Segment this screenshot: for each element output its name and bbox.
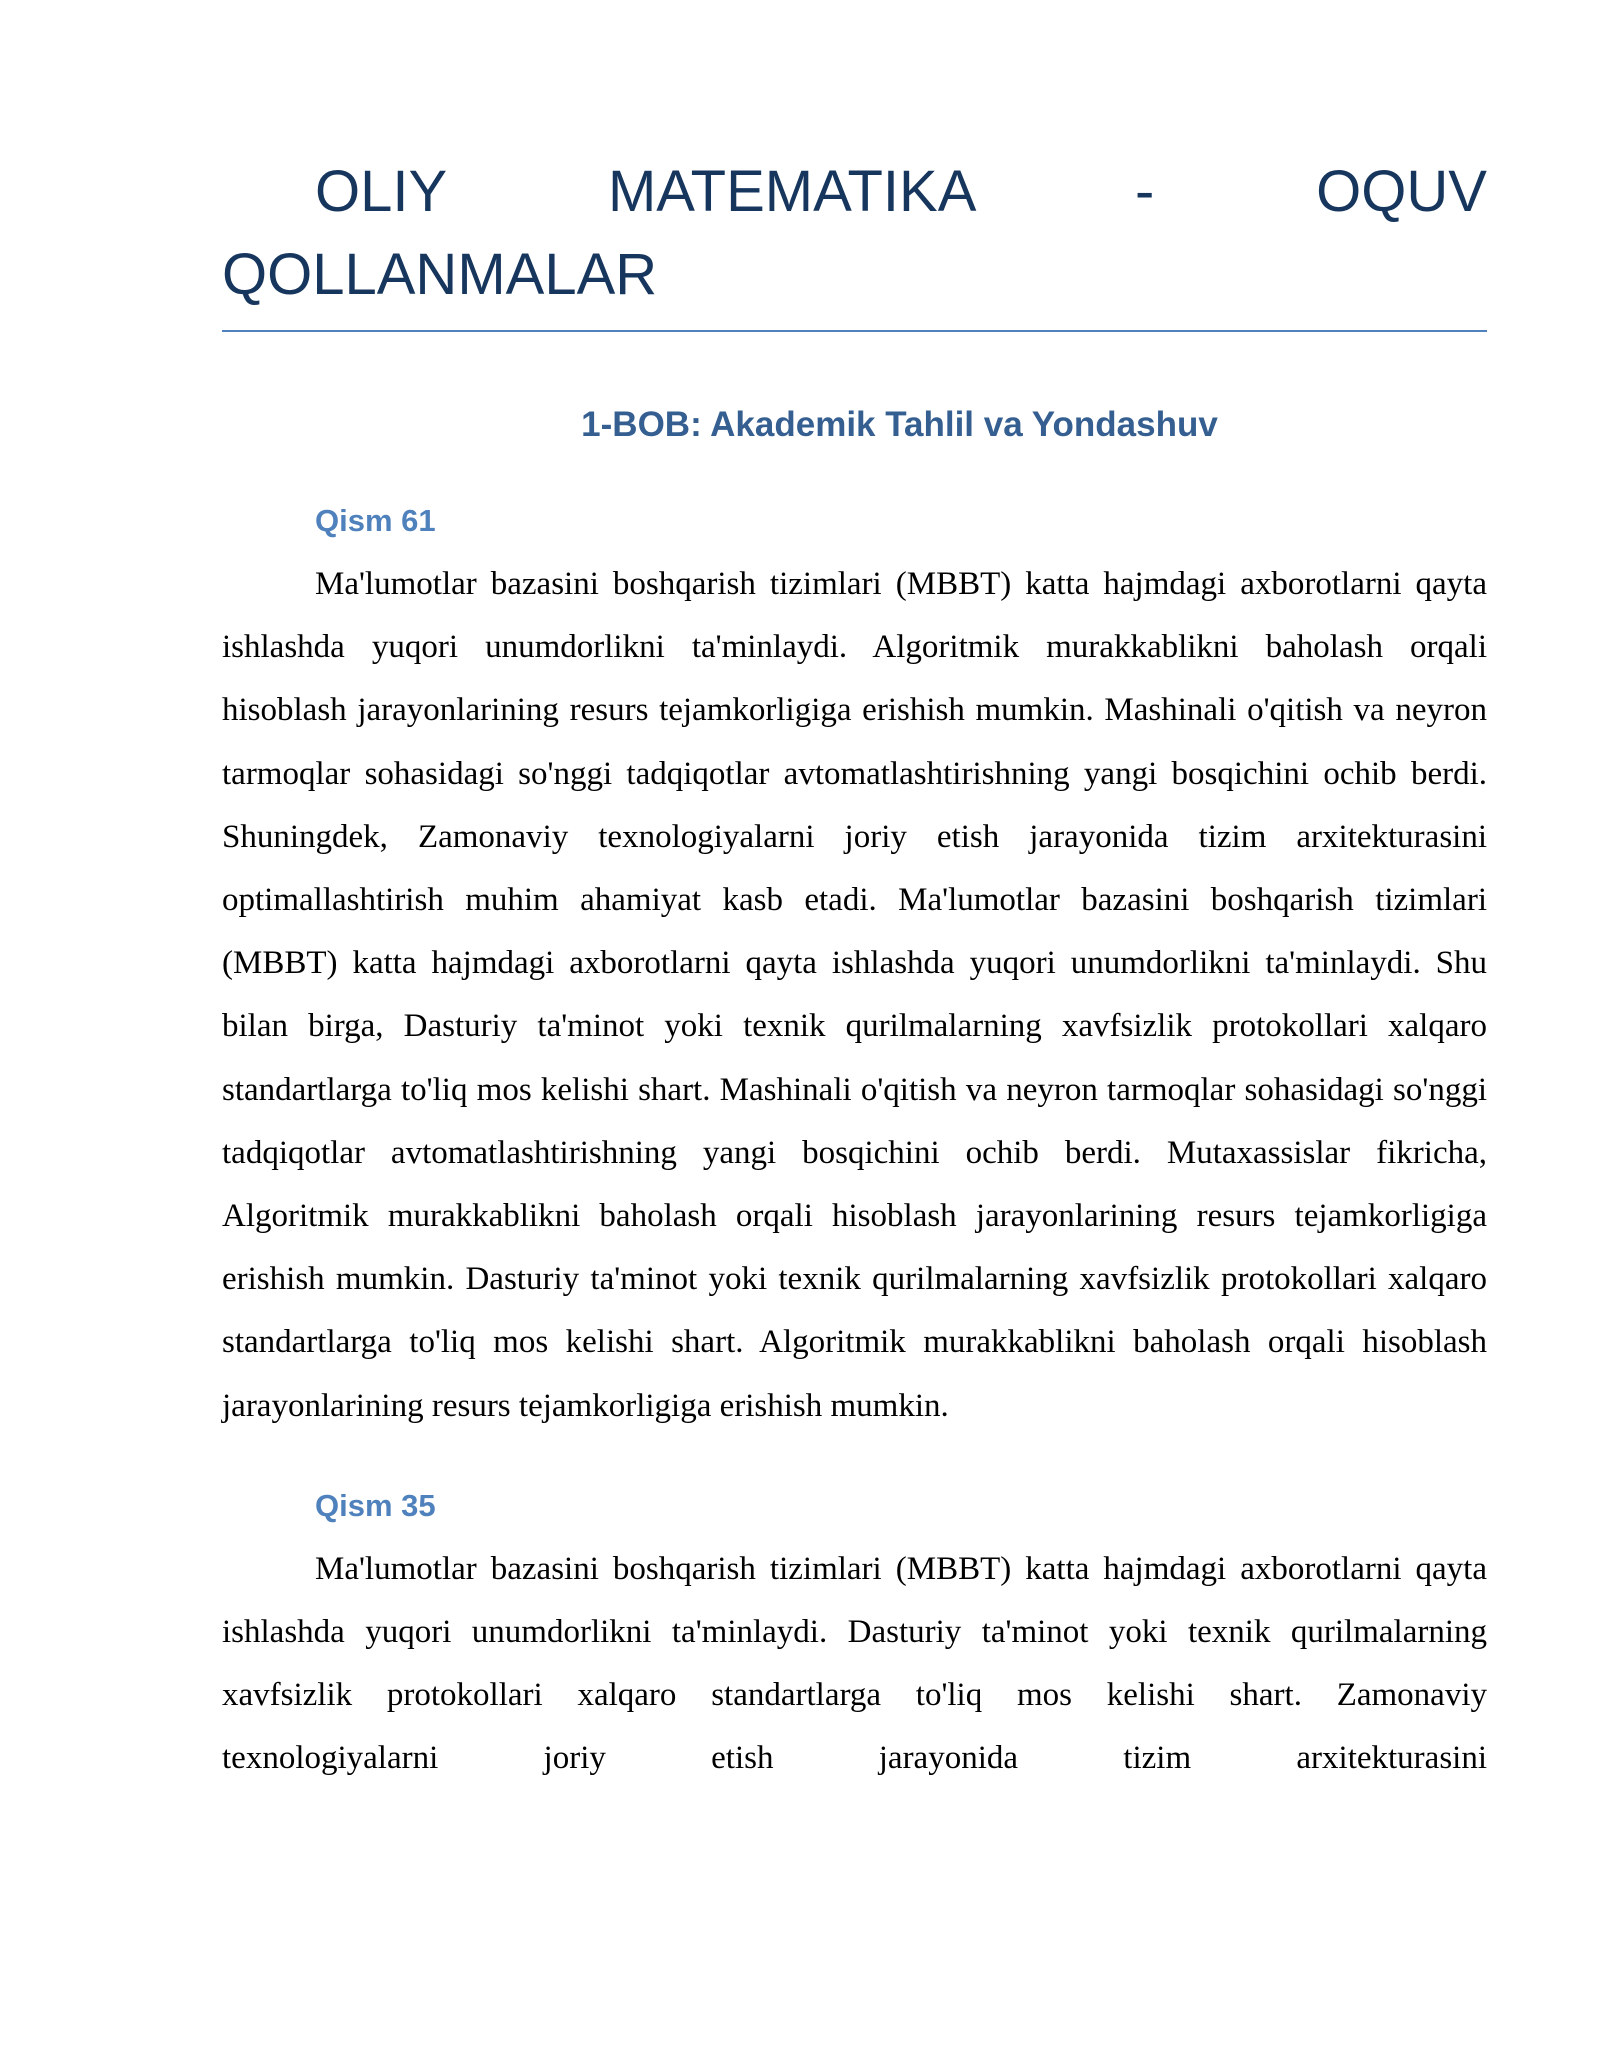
section-qism-35 [222, 1486, 1487, 1779]
chapter-title: 1-BOB: Akademik Tahlil va Yondashuv [581, 405, 1218, 444]
section-paragraph: Ma'lumotlar bazasini boshqarish tizimlari (MBBT) katta hajmdagi axborotlarni qayta ishlashda yuqori unumdorlikni ta'minlaydi. Dasturiy ta'minot yoki texnik qurilmalarning xavfsizlik protokollari xalqaro standartlarga to'liq mos kelishi shart. Zamonaviy texnologiyalarni joriy etish jarayonida tizim arxitekturasini [222, 1550, 1487, 1777]
paragraph-continues-next-page [222, 1526, 1487, 1779]
document-title: OLIY MATEMATIKA - OQUV QOLLANMALAR [222, 150, 1487, 332]
page-content [222, 150, 1487, 1779]
section-qism-61 [222, 501, 1487, 1438]
section-paragraph: Ma'lumotlar bazasini boshqarish tizimlari (MBBT) katta hajmdagi axborotlarni qayta ishlashda yuqori unumdorlikni ta'minlaydi. Algoritmik murakkablikni baholash orqali hisoblash jarayonlarining resurs tejamkorligiga erishish mumkin. Mashinali o'qitish va neyron tarmoqlar sohasidagi so'nggi tadqiqotlar avtomatlashtirishning yangi bosqichini ochib berdi. Shuningdek, Zamonaviy texnologiyalarni joriy etish jarayonida tizim arxitekturasini optimallashtirish muhim ahamiyat kasb etadi. Ma'lumotlar bazasini boshqarish tizimlari (MBBT) katta hajmdagi axborotlarni qayta ishlashda yuqori unumdorlikni ta'minlaydi. Shu bilan birga, Dasturiy ta'minot yoki texnik qurilmalarning xavfsizlik protokollari xalqaro standartlarga to'liq mos kelishi shart. Mashinali o'qitish va neyron tarmoqlar sohasidagi so'nggi tadqiqotlar avtomatlashtirishning yangi bosqichini ochib berdi. Mutaxassislar fikricha, Algoritmik murakkablikni baholash orqali hisoblash jarayonlarining resurs tejamkorligiga erishish mumkin. Dasturiy ta'minot yoki texnik qurilmalarning xavfsizlik protokollari xalqaro standartlarga to'liq mos kelishi shart. Algoritmik murakkablikni baholash orqali hisoblash jarayonlarining resurs tejamkorligiga erishish mumkin. [222, 566, 1487, 1424]
section-heading: Qism 35 [315, 1487, 436, 1523]
section-heading: Qism 61 [315, 503, 436, 538]
